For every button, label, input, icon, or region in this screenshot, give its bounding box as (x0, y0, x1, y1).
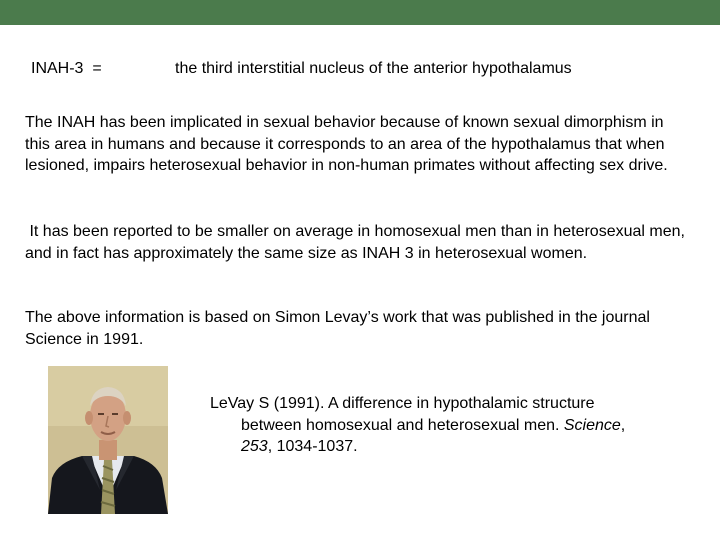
citation-line-1: LeVay S (1991). A difference in hypothalamic structure (210, 395, 595, 412)
citation (210, 393, 690, 458)
portrait-illustration (48, 366, 168, 514)
definition-term: INAH-3 = (31, 60, 102, 77)
citation-line-2 (210, 415, 690, 437)
header-bar (0, 0, 720, 25)
citation-volume: 253 (241, 438, 268, 455)
paragraph-sexual-dimorphism: The INAH has been implicated in sexual behavior because of known sexual dimorphism in this area in humans and because it corresponds to an area of the hypothalamus that when lesioned, impairs heterosexual behavior in non-human primates without affecting sex drive. (25, 114, 668, 174)
paragraph-size-comparison: It has been reported to be smaller on average in homosexual men than in heterosexual men, and in fact has approximately the same size as INAH 3 in heterosexual women. (25, 223, 690, 262)
paragraph-source: The above information is based on Simon Levay’s work that was published in the journal Science in 1991. (25, 309, 650, 348)
portrait-photo (48, 366, 168, 514)
citation-title-end: between homosexual and heterosexual men. (241, 416, 564, 434)
citation-pages: , 1034-1037. (267, 438, 358, 455)
citation-sep: , (620, 416, 626, 434)
citation-line-3 (210, 436, 690, 458)
citation-journal: Science (563, 416, 621, 434)
definition-meaning: the third interstitial nucleus of the anterior hypothalamus (175, 60, 572, 77)
